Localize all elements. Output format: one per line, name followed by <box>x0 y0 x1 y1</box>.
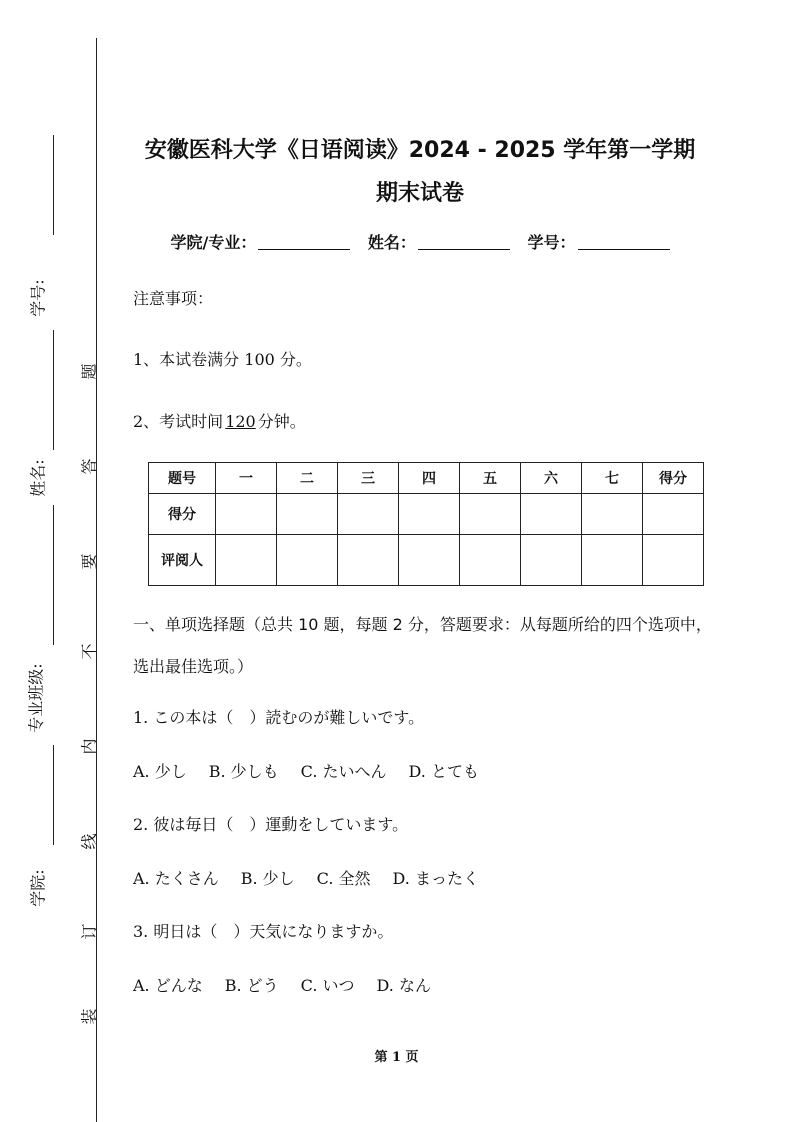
seal-char: 不 <box>79 643 99 660</box>
student-info-line <box>110 230 730 253</box>
student-id-label: 学号: <box>28 279 48 317</box>
binding-line <box>96 38 97 1122</box>
score-cell <box>582 494 643 535</box>
seal-char: 答 <box>79 458 99 475</box>
column-header: 六 <box>521 463 582 494</box>
page-number: 第 1 页 <box>374 1050 419 1065</box>
question-options <box>133 973 453 996</box>
score-cell <box>460 494 521 535</box>
option: B. 少し <box>240 869 295 888</box>
college-major-blank <box>258 235 350 250</box>
option: C. たいへん <box>300 762 387 781</box>
college-label: 学院: <box>28 869 48 907</box>
table-row <box>149 535 704 586</box>
table-row <box>149 463 704 494</box>
table-row <box>149 494 704 535</box>
notes-heading: 注意事项： <box>133 289 214 308</box>
row-label: 题号 <box>149 463 216 494</box>
name-label: 姓名: <box>28 459 48 497</box>
page-title: 安徽医科大学《日语阅读》2024 - 2025 学年第一学期 <box>144 138 696 163</box>
student-id-blank <box>578 235 670 250</box>
column-header: 三 <box>338 463 399 494</box>
seal-char: 内 <box>79 738 99 755</box>
note-item-2 <box>133 409 306 432</box>
score-cell <box>277 494 338 535</box>
college-blank <box>53 745 54 845</box>
question-options <box>133 866 501 889</box>
major-class-label: 专业班级: <box>26 663 46 733</box>
reviewer-cell <box>460 535 521 586</box>
name-blank <box>418 235 510 250</box>
option: D. まったく <box>392 869 479 888</box>
reviewer-cell <box>277 535 338 586</box>
option: C. いつ <box>300 976 355 995</box>
reviewer-cell <box>643 535 704 586</box>
column-header: 四 <box>399 463 460 494</box>
option: A. 少し <box>133 762 187 781</box>
question-options <box>133 759 501 782</box>
reviewer-cell <box>582 535 643 586</box>
seal-char: 要 <box>79 553 99 570</box>
reviewer-cell <box>399 535 460 586</box>
question-stem: 2. 彼は毎日（ ）運動をしています。 <box>133 815 409 834</box>
row-label: 评阅人 <box>149 535 216 586</box>
question-stem: 1. この本は（ ）読むのが難しいです。 <box>133 708 425 727</box>
reviewer-cell <box>338 535 399 586</box>
option: A. どんな <box>133 976 203 995</box>
option: D. とても <box>408 762 479 781</box>
option: C. 全然 <box>316 869 371 888</box>
column-header: 得分 <box>643 463 704 494</box>
score-cell <box>216 494 277 535</box>
option: B. どう <box>224 976 279 995</box>
seal-char: 题 <box>79 363 99 380</box>
student-id-label: 学号： <box>527 233 576 252</box>
note-item-2-prefix: 2、考试时间 <box>133 412 224 431</box>
option: A. たくさん <box>133 869 219 888</box>
note-item-2-suffix: 分钟。 <box>257 412 306 431</box>
major-class-blank <box>53 505 54 645</box>
row-label: 得分 <box>149 494 216 535</box>
page-subtitle: 期末试卷 <box>375 181 464 206</box>
seal-char: 装 <box>79 1008 99 1025</box>
student-id-blank <box>53 135 54 235</box>
college-major-label: 学院/专业： <box>170 233 257 252</box>
score-cell <box>521 494 582 535</box>
seal-char: 订 <box>79 923 99 940</box>
question-stem: 3. 明日は（ ）天気になりますか。 <box>133 922 394 941</box>
score-cell <box>643 494 704 535</box>
reviewer-cell <box>521 535 582 586</box>
option: B. 少しも <box>208 762 279 781</box>
name-label: 姓名： <box>367 233 416 252</box>
score-table <box>148 462 704 586</box>
reviewer-cell <box>216 535 277 586</box>
column-header: 一 <box>216 463 277 494</box>
option: D. なん <box>376 976 431 995</box>
seal-char: 线 <box>79 833 99 850</box>
score-cell <box>399 494 460 535</box>
column-header: 二 <box>277 463 338 494</box>
column-header: 七 <box>582 463 643 494</box>
score-cell <box>338 494 399 535</box>
column-header: 五 <box>460 463 521 494</box>
name-blank <box>53 330 54 450</box>
note-item-1: 1、本试卷满分 100 分。 <box>133 350 312 369</box>
exam-duration: 120 <box>225 412 256 431</box>
section-heading: 一、单项选择题（总共 10 题，每题 2 分，答题要求：从每题所给的四个选项中，选出最佳选项。） <box>133 615 712 676</box>
